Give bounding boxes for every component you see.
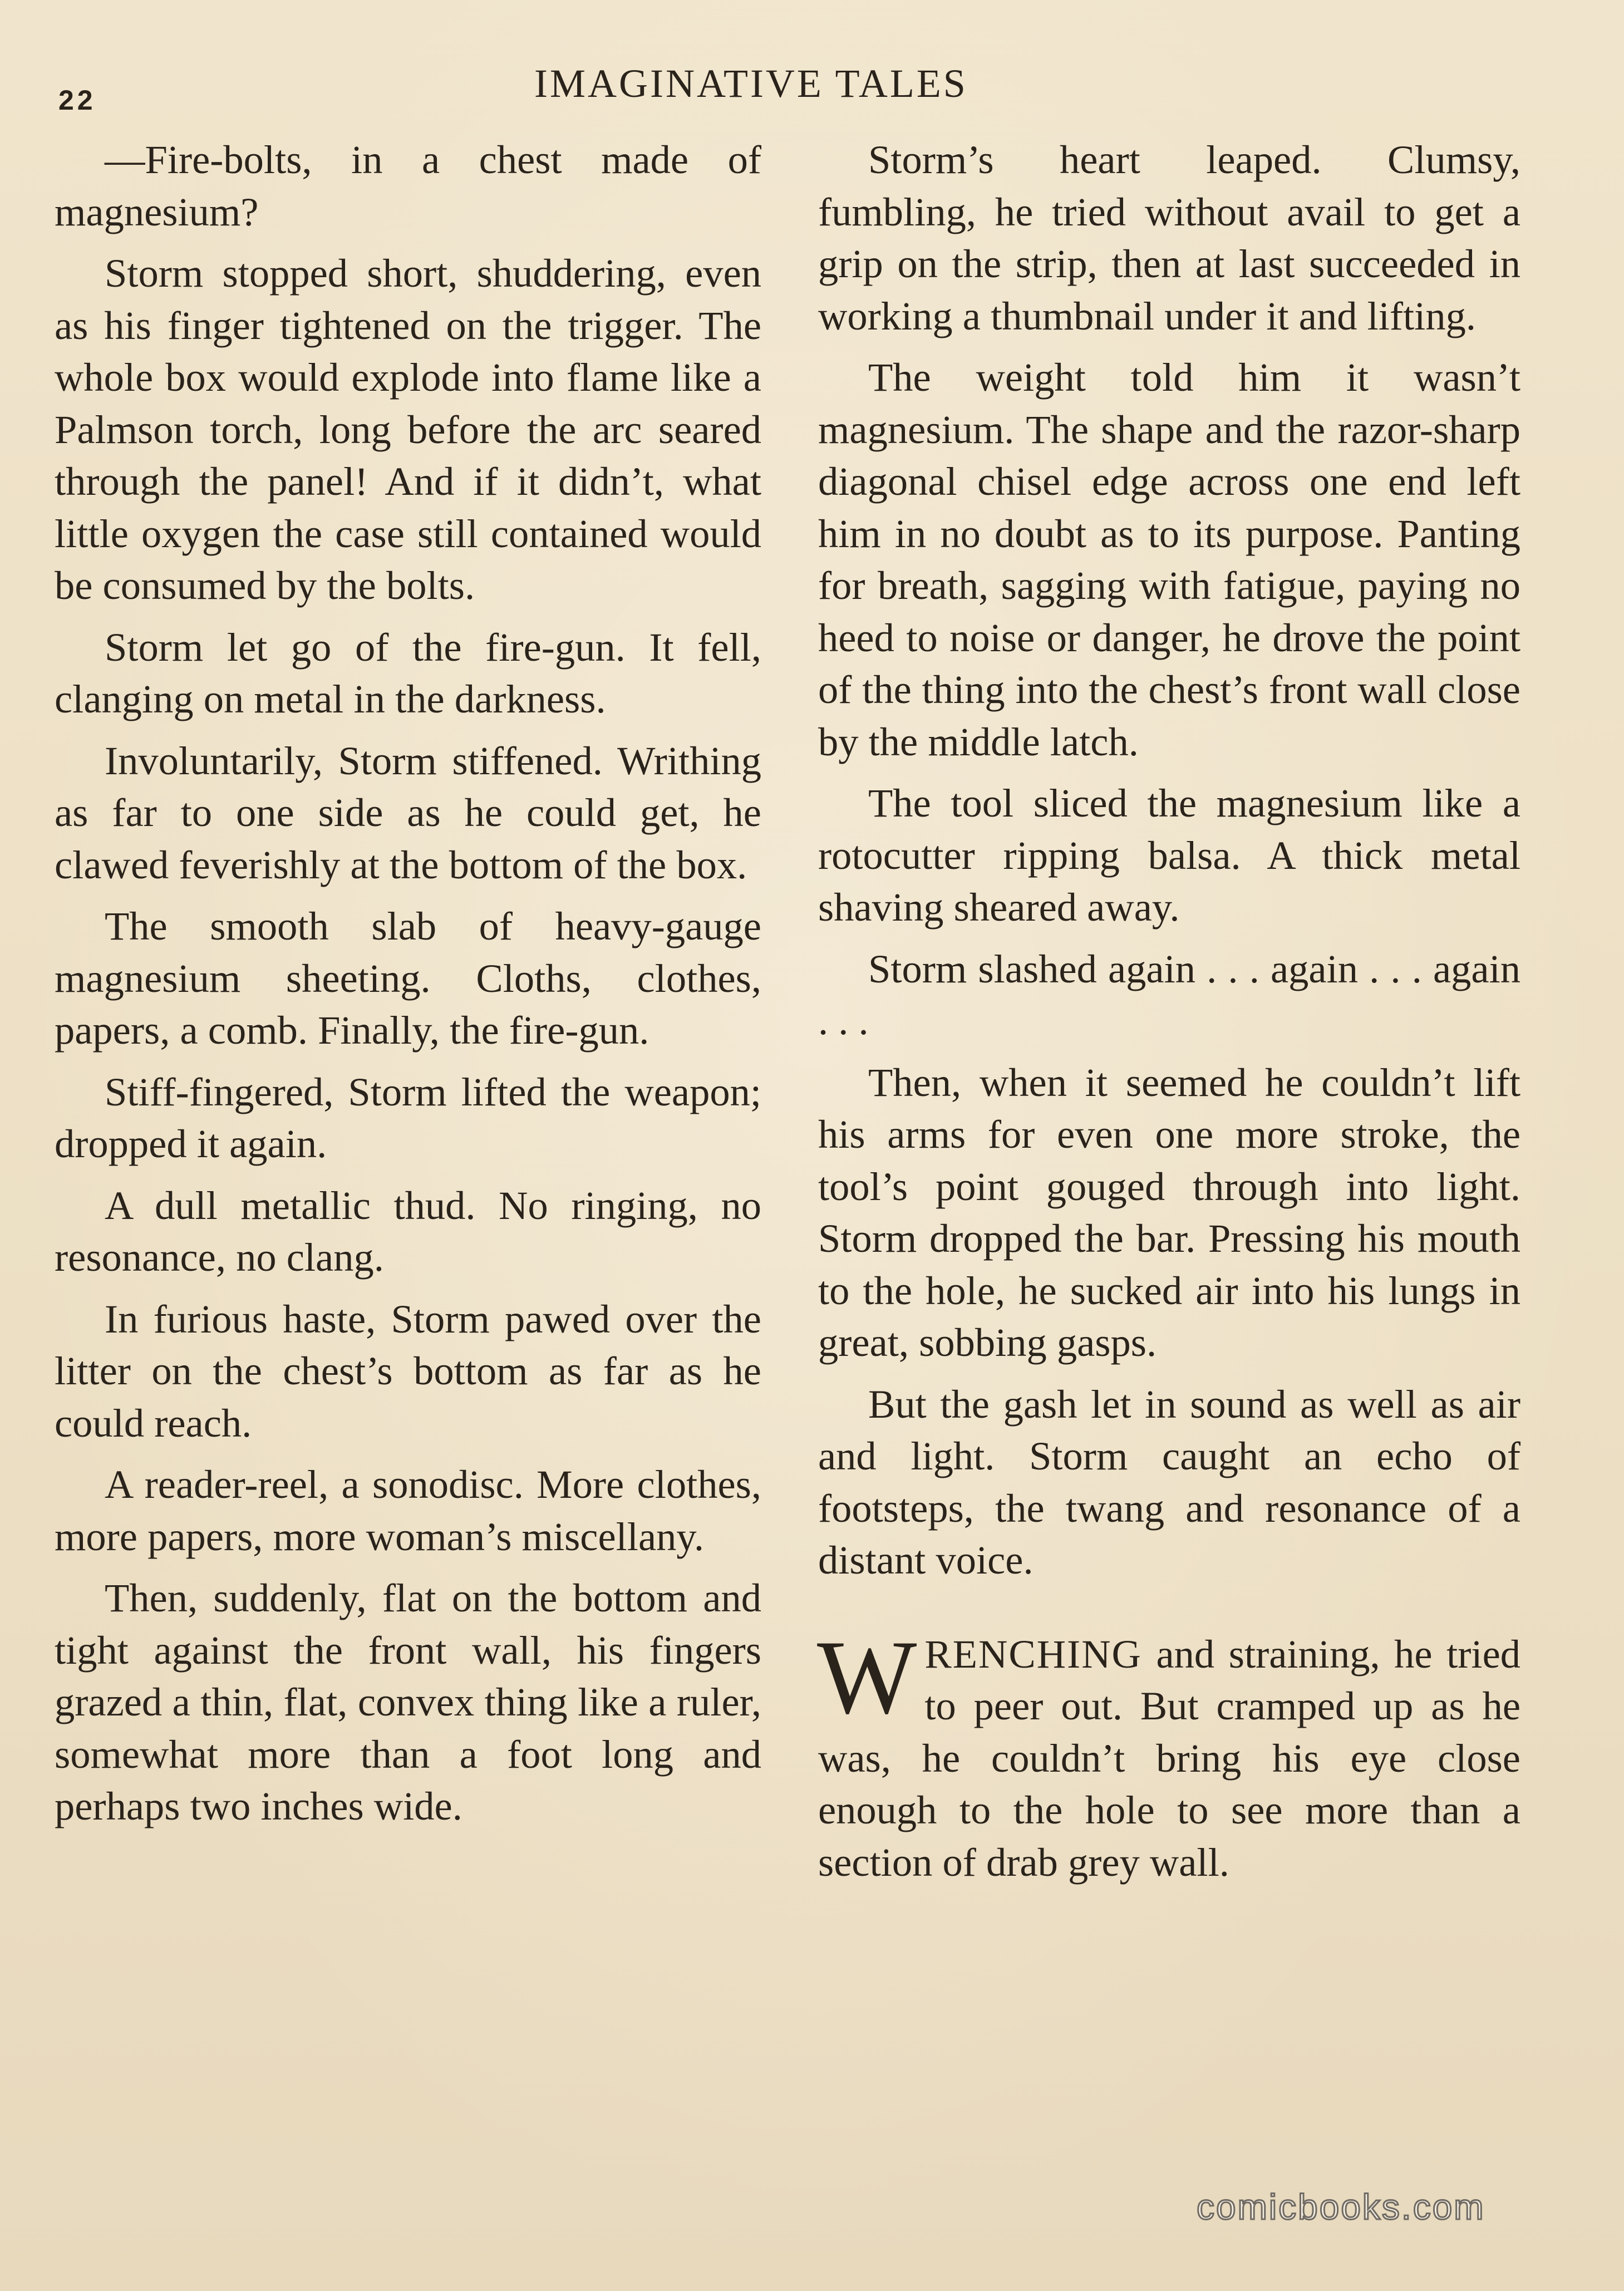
paragraph: Storm’s heart leaped. Clumsy, fumbling, he tried without avail to get a grip on the strip, then at last succeeded in working a thumbnail under it and lifting.: [818, 137, 1520, 338]
paragraph: Storm let go of the fire-gun. It fell, clanging on metal in the darkness.: [55, 624, 761, 721]
paragraph: Storm stopped short, shuddering, even as his finger tightened on the trigger. The whole box would explode into flame like a Palmson torch, long before the arc seared through the panel! And if it didn’t, what little oxygen the case still contained would be consumed by the bolts.: [55, 250, 761, 608]
paragraph: In furious haste, Storm pawed over the litter on the chest’s bottom as far as he could reach.: [55, 1296, 761, 1446]
page-header: [0, 53, 1624, 120]
paragraph: Then, when it seemed he couldn’t lift his arms for even one more stroke, the tool’s point gouged through into light. Storm dropped the bar. Pressing his mouth to the hole, he sucked air into his lungs in great, sobbing gasps.: [818, 1059, 1520, 1365]
watermark: comicbooks.com: [1197, 2187, 1485, 2227]
right-column: [818, 134, 1520, 1897]
paragraph: Involuntarily, Storm stiffened. Writhing as far to one side as he could get, he clawed feverishly at the bottom of the box.: [55, 738, 761, 887]
paragraph: A dull metallic thud. No ringing, no resonance, no clang.: [55, 1182, 761, 1280]
paragraph: A reader-reel, a sonodisc. More clothes, more papers, more woman’s miscellany.: [55, 1462, 761, 1559]
running-title: IMAGINATIVE TALES: [534, 61, 968, 106]
paragraph: But the gash let in sound as well as air and light. Storm caught an echo of footsteps, the twang and resonance of a distant voice.: [818, 1381, 1520, 1582]
paragraph: The smooth slab of heavy-gauge magnesium sheeting. Cloths, clothes, papers, a comb. Finally, the fire-gun.: [55, 903, 761, 1053]
paragraph: Storm slashed again . . . again . . . again . . .: [818, 946, 1520, 1043]
left-column: [55, 134, 761, 1842]
paragraph: Stiff-fingered, Storm lifted the weapon; dropped it again.: [55, 1069, 761, 1166]
paragraph: The weight told him it wasn’t magnesium. The shape and the razor-sharp diagonal chisel edge across one end left him in no doubt as to its purpose. Panting for breath, sagging with fatigue, paying no heed to noise or danger, he drove the point of the thing into the chest’s front wall close by the middle latch.: [818, 355, 1520, 764]
paragraph: Then, suddenly, flat on the bottom and tight against the front wall, his fingers grazed a thin, flat, convex thing like a ruler, somewhat more than a foot long and perhaps two inches wide.: [55, 1575, 761, 1828]
page-number: 22: [58, 85, 96, 116]
paragraph: The tool sliced the magnesium like a rotocutter ripping balsa. A thick metal shaving sheared away.: [818, 780, 1520, 930]
drop-cap-lead: RENCHING: [924, 1631, 1142, 1677]
drop-cap-rest: and straining, he tried to peer out. But cramped up as he was, he couldn’t bring his eye close enough to the hole to see more than a section of drab grey wall.: [818, 1631, 1520, 1885]
paragraph: —Fire-bolts, in a chest made of magnesium?: [55, 137, 761, 234]
drop-cap-paragraph: [817, 1619, 1520, 1889]
drop-cap: W: [817, 1619, 917, 1736]
